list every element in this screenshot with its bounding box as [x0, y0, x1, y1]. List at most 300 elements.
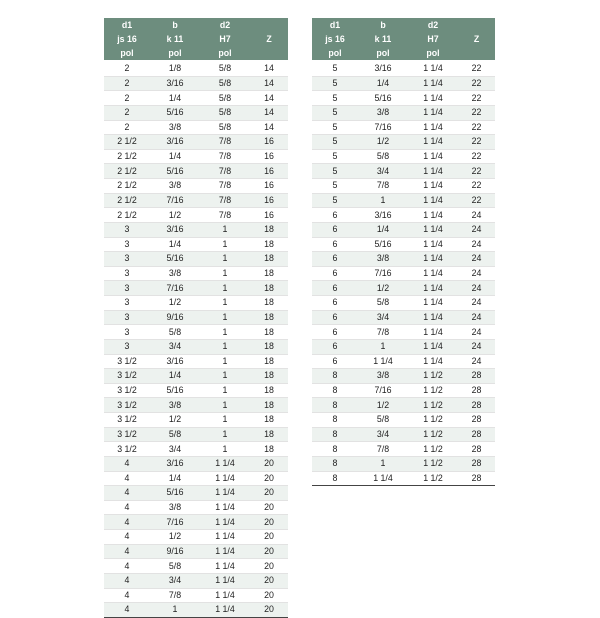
- cell-d1: 3 1/2: [104, 369, 150, 384]
- cell-d2: 1 1/4: [408, 222, 458, 237]
- cell-b: 3/8: [358, 369, 408, 384]
- cell-d1: 8: [312, 442, 358, 457]
- cell-d2: 1 1/2: [408, 442, 458, 457]
- cell-z: 24: [458, 296, 495, 311]
- cell-z: 16: [250, 164, 288, 179]
- table-row: [312, 442, 495, 457]
- cell-d2: 5/8: [200, 91, 250, 106]
- cell-d2: 1 1/2: [408, 456, 458, 471]
- cell-d1: 5: [312, 91, 358, 106]
- cell-z: 14: [250, 105, 288, 120]
- cell-z: 20: [250, 544, 288, 559]
- cell-b: 9/16: [150, 310, 200, 325]
- cell-b: 7/16: [150, 193, 200, 208]
- table-row: [104, 296, 288, 311]
- cell-d1: 8: [312, 398, 358, 413]
- cell-z: 18: [250, 427, 288, 442]
- cell-d2: 1: [200, 296, 250, 311]
- spec-table-right: [312, 18, 495, 486]
- cell-b: 3/4: [150, 442, 200, 457]
- cell-b: 1/2: [150, 413, 200, 428]
- cell-b: 1 1/4: [358, 471, 408, 486]
- cell-d1: 4: [104, 515, 150, 530]
- table-row: [104, 559, 288, 574]
- cell-d2: 1 1/4: [200, 544, 250, 559]
- cell-b: 3/16: [150, 354, 200, 369]
- cell-b: 1: [358, 456, 408, 471]
- cell-b: 5/16: [150, 164, 200, 179]
- cell-b: 3/16: [150, 456, 200, 471]
- cell-z: 20: [250, 603, 288, 618]
- cell-d1: 8: [312, 383, 358, 398]
- cell-b: 7/8: [358, 442, 408, 457]
- cell-z: 18: [250, 325, 288, 340]
- cell-b: 3/8: [150, 120, 200, 135]
- table-row: [104, 413, 288, 428]
- cell-z: 18: [250, 237, 288, 252]
- cell-d2: 1 1/2: [408, 398, 458, 413]
- cell-d2: 1 1/4: [408, 61, 458, 76]
- cell-d2: 1: [200, 354, 250, 369]
- table-row: [312, 427, 495, 442]
- header-d1-unit: pol: [104, 46, 150, 61]
- table-row: [104, 442, 288, 457]
- cell-b: 3/8: [358, 105, 408, 120]
- cell-d2: 1: [200, 266, 250, 281]
- cell-b: 1/2: [150, 296, 200, 311]
- header-z-unit: [458, 46, 495, 61]
- cell-z: 18: [250, 252, 288, 267]
- cell-d2: 1 1/4: [408, 164, 458, 179]
- cell-b: 1/2: [358, 135, 408, 150]
- header-d1-unit: pol: [312, 46, 358, 61]
- table-row: [104, 120, 288, 135]
- cell-d2: 1 1/4: [200, 559, 250, 574]
- table-row: [312, 456, 495, 471]
- cell-z: 16: [250, 179, 288, 194]
- header-b-unit: pol: [150, 46, 200, 61]
- cell-d2: 1 1/4: [408, 354, 458, 369]
- cell-b: 3/8: [150, 500, 200, 515]
- header-b-unit: pol: [358, 46, 408, 61]
- cell-d1: 6: [312, 237, 358, 252]
- cell-d2: 1 1/4: [408, 179, 458, 194]
- header-d2-unit: pol: [200, 46, 250, 61]
- cell-d1: 3: [104, 310, 150, 325]
- cell-z: 22: [458, 149, 495, 164]
- table-row: [104, 427, 288, 442]
- cell-d2: 1: [200, 252, 250, 267]
- cell-d2: 1: [200, 383, 250, 398]
- cell-z: 28: [458, 369, 495, 384]
- cell-b: 1: [358, 193, 408, 208]
- table-row: [312, 354, 495, 369]
- cell-z: 18: [250, 310, 288, 325]
- cell-d1: 8: [312, 413, 358, 428]
- cell-d1: 6: [312, 354, 358, 369]
- table-row: [104, 208, 288, 223]
- header-b: b: [358, 18, 408, 32]
- cell-d1: 8: [312, 456, 358, 471]
- cell-d1: 3 1/2: [104, 354, 150, 369]
- cell-b: 1/2: [150, 530, 200, 545]
- cell-z: 14: [250, 120, 288, 135]
- table-row: [312, 237, 495, 252]
- cell-b: 1/4: [150, 471, 200, 486]
- spec-table-left: [104, 18, 288, 618]
- cell-z: 24: [458, 252, 495, 267]
- cell-z: 20: [250, 530, 288, 545]
- cell-z: 28: [458, 398, 495, 413]
- cell-z: 18: [250, 354, 288, 369]
- table-row: [312, 135, 495, 150]
- header-d1: d1: [104, 18, 150, 32]
- table-row: [104, 222, 288, 237]
- cell-b: 7/16: [150, 281, 200, 296]
- cell-b: 7/16: [358, 120, 408, 135]
- cell-b: 5/8: [150, 559, 200, 574]
- cell-d1: 4: [104, 530, 150, 545]
- table-row: [104, 354, 288, 369]
- cell-d1: 3: [104, 339, 150, 354]
- cell-d1: 3: [104, 252, 150, 267]
- cell-d1: 6: [312, 252, 358, 267]
- cell-b: 3/8: [358, 252, 408, 267]
- cell-b: 1: [150, 603, 200, 618]
- cell-d1: 6: [312, 208, 358, 223]
- header-b-tolerance: k 11: [358, 32, 408, 46]
- cell-b: 1/4: [150, 91, 200, 106]
- header-z-label: Z: [250, 32, 288, 46]
- cell-d2: 1 1/4: [408, 339, 458, 354]
- cell-d2: 7/8: [200, 164, 250, 179]
- cell-z: 20: [250, 559, 288, 574]
- cell-d1: 5: [312, 164, 358, 179]
- cell-d2: 5/8: [200, 105, 250, 120]
- cell-d1: 2: [104, 91, 150, 106]
- cell-d1: 3: [104, 296, 150, 311]
- cell-d1: 3: [104, 281, 150, 296]
- cell-d2: 7/8: [200, 179, 250, 194]
- cell-d1: 3 1/2: [104, 398, 150, 413]
- cell-b: 9/16: [150, 544, 200, 559]
- cell-b: 1/4: [150, 237, 200, 252]
- table-row: [312, 252, 495, 267]
- table-row: [104, 383, 288, 398]
- cell-d2: 1 1/4: [408, 237, 458, 252]
- table-row: [104, 398, 288, 413]
- cell-b: 1/4: [150, 149, 200, 164]
- cell-d2: 1 1/4: [200, 515, 250, 530]
- table-row: [312, 76, 495, 91]
- cell-d2: 1: [200, 237, 250, 252]
- cell-d2: 1 1/2: [408, 413, 458, 428]
- cell-b: 5/8: [150, 325, 200, 340]
- header-d2-unit: pol: [408, 46, 458, 61]
- table-row: [312, 149, 495, 164]
- cell-d2: 1 1/2: [408, 369, 458, 384]
- cell-b: 5/8: [150, 427, 200, 442]
- table-row: [104, 76, 288, 91]
- cell-b: 7/16: [150, 515, 200, 530]
- cell-d1: 5: [312, 76, 358, 91]
- table-row: [104, 252, 288, 267]
- cell-d1: 4: [104, 544, 150, 559]
- cell-z: 22: [458, 76, 495, 91]
- cell-d2: 1 1/4: [200, 500, 250, 515]
- cell-z: 18: [250, 442, 288, 457]
- header-z-unit: [250, 46, 288, 61]
- cell-b: 5/8: [358, 149, 408, 164]
- header-d2: d2: [200, 18, 250, 32]
- cell-d1: 3: [104, 237, 150, 252]
- cell-d2: 1 1/4: [200, 573, 250, 588]
- cell-z: 24: [458, 222, 495, 237]
- cell-d1: 4: [104, 603, 150, 618]
- cell-d1: 6: [312, 310, 358, 325]
- table-row: [104, 603, 288, 618]
- cell-z: 24: [458, 325, 495, 340]
- cell-z: 18: [250, 281, 288, 296]
- cell-d2: 7/8: [200, 193, 250, 208]
- cell-b: 3/16: [358, 208, 408, 223]
- cell-d2: 1 1/4: [408, 105, 458, 120]
- cell-d1: 2: [104, 120, 150, 135]
- cell-d2: 1: [200, 398, 250, 413]
- cell-z: 18: [250, 383, 288, 398]
- cell-z: 22: [458, 105, 495, 120]
- table-row: [104, 500, 288, 515]
- cell-d2: 1 1/4: [200, 588, 250, 603]
- cell-b: 3/8: [150, 398, 200, 413]
- cell-z: 24: [458, 310, 495, 325]
- cell-d1: 6: [312, 325, 358, 340]
- cell-b: 1/4: [358, 222, 408, 237]
- cell-d1: 5: [312, 120, 358, 135]
- cell-b: 7/8: [358, 179, 408, 194]
- cell-b: 5/8: [358, 296, 408, 311]
- table-row: [104, 339, 288, 354]
- cell-d1: 6: [312, 339, 358, 354]
- table-header: [104, 18, 288, 61]
- cell-z: 22: [458, 61, 495, 76]
- cell-d2: 1: [200, 222, 250, 237]
- table-row: [312, 383, 495, 398]
- cell-d2: 1: [200, 325, 250, 340]
- cell-b: 3/4: [150, 573, 200, 588]
- cell-b: 3/16: [150, 76, 200, 91]
- table-row: [104, 544, 288, 559]
- cell-b: 1: [358, 339, 408, 354]
- table-row: [104, 486, 288, 501]
- cell-z: 24: [458, 339, 495, 354]
- table-row: [104, 61, 288, 76]
- table-row: [312, 222, 495, 237]
- table-row: [312, 296, 495, 311]
- cell-d1: 3 1/2: [104, 442, 150, 457]
- cell-d1: 5: [312, 61, 358, 76]
- cell-d1: 5: [312, 135, 358, 150]
- table-row: [312, 120, 495, 135]
- table-row: [104, 91, 288, 106]
- table-row: [312, 179, 495, 194]
- cell-b: 3/4: [358, 310, 408, 325]
- cell-b: 1/2: [358, 398, 408, 413]
- cell-z: 22: [458, 193, 495, 208]
- cell-d1: 5: [312, 193, 358, 208]
- cell-d2: 5/8: [200, 76, 250, 91]
- cell-b: 3/8: [150, 179, 200, 194]
- cell-d2: 1 1/4: [408, 135, 458, 150]
- cell-z: 24: [458, 237, 495, 252]
- cell-b: 3/4: [358, 164, 408, 179]
- cell-b: 5/16: [358, 91, 408, 106]
- cell-d1: 5: [312, 149, 358, 164]
- cell-d1: 6: [312, 222, 358, 237]
- cell-d1: 2 1/2: [104, 135, 150, 150]
- cell-b: 3/4: [358, 427, 408, 442]
- table-row: [312, 413, 495, 428]
- cell-z: 28: [458, 442, 495, 457]
- cell-d2: 1 1/4: [408, 91, 458, 106]
- table-row: [104, 310, 288, 325]
- cell-z: 16: [250, 149, 288, 164]
- cell-z: 20: [250, 456, 288, 471]
- cell-d1: 8: [312, 471, 358, 486]
- cell-b: 5/8: [358, 413, 408, 428]
- table-row: [104, 281, 288, 296]
- cell-d2: 1 1/4: [200, 530, 250, 545]
- cell-d2: 1: [200, 339, 250, 354]
- cell-d2: 1 1/4: [200, 486, 250, 501]
- table-row: [104, 325, 288, 340]
- cell-d1: 5: [312, 105, 358, 120]
- cell-d2: 1 1/4: [408, 310, 458, 325]
- cell-z: 28: [458, 471, 495, 486]
- cell-d2: 1 1/4: [408, 208, 458, 223]
- cell-z: 20: [250, 500, 288, 515]
- cell-b: 5/16: [150, 105, 200, 120]
- table-row: [312, 325, 495, 340]
- cell-b: 3/16: [150, 135, 200, 150]
- cell-z: 14: [250, 91, 288, 106]
- cell-z: 14: [250, 76, 288, 91]
- cell-d1: 4: [104, 559, 150, 574]
- table-row: [312, 310, 495, 325]
- cell-b: 3/16: [358, 61, 408, 76]
- cell-d1: 3 1/2: [104, 427, 150, 442]
- table-row: [104, 135, 288, 150]
- cell-d1: 4: [104, 588, 150, 603]
- cell-z: 22: [458, 164, 495, 179]
- cell-z: 22: [458, 91, 495, 106]
- table-row: [312, 193, 495, 208]
- cell-z: 22: [458, 120, 495, 135]
- cell-d2: 5/8: [200, 120, 250, 135]
- cell-d2: 1 1/2: [408, 383, 458, 398]
- header-d2-tolerance: H7: [408, 32, 458, 46]
- cell-b: 7/16: [358, 383, 408, 398]
- cell-b: 1/8: [150, 61, 200, 76]
- cell-d2: 1 1/4: [408, 281, 458, 296]
- header-d2-tolerance: H7: [200, 32, 250, 46]
- cell-z: 28: [458, 413, 495, 428]
- table-row: [104, 369, 288, 384]
- cell-d1: 4: [104, 573, 150, 588]
- table-body: [312, 61, 495, 486]
- cell-d2: 1 1/4: [408, 193, 458, 208]
- cell-z: 18: [250, 398, 288, 413]
- cell-z: 18: [250, 296, 288, 311]
- cell-z: 28: [458, 427, 495, 442]
- table-body: [104, 61, 288, 617]
- cell-z: 18: [250, 222, 288, 237]
- cell-d1: 3: [104, 325, 150, 340]
- cell-d1: 6: [312, 266, 358, 281]
- cell-d2: 1 1/4: [408, 266, 458, 281]
- cell-d2: 1: [200, 310, 250, 325]
- cell-d2: 1 1/4: [200, 471, 250, 486]
- cell-b: 1/4: [358, 76, 408, 91]
- cell-z: 20: [250, 471, 288, 486]
- cell-d2: 1 1/4: [408, 76, 458, 91]
- cell-z: 16: [250, 208, 288, 223]
- cell-d2: 7/8: [200, 135, 250, 150]
- cell-b: 7/16: [358, 266, 408, 281]
- cell-d1: 8: [312, 427, 358, 442]
- cell-d2: 1 1/4: [408, 325, 458, 340]
- table-row: [312, 164, 495, 179]
- cell-d1: 2 1/2: [104, 164, 150, 179]
- table-row: [312, 398, 495, 413]
- cell-z: 14: [250, 61, 288, 76]
- cell-z: 16: [250, 135, 288, 150]
- cell-b: 7/8: [150, 588, 200, 603]
- table-row: [104, 237, 288, 252]
- header-z: [250, 18, 288, 32]
- header-d1: d1: [312, 18, 358, 32]
- cell-d1: 2: [104, 76, 150, 91]
- cell-b: 1/2: [150, 208, 200, 223]
- table-row: [312, 105, 495, 120]
- cell-d2: 7/8: [200, 208, 250, 223]
- cell-d1: 5: [312, 179, 358, 194]
- table-row: [104, 193, 288, 208]
- cell-z: 20: [250, 486, 288, 501]
- table-row: [104, 266, 288, 281]
- cell-z: 16: [250, 193, 288, 208]
- table-row: [312, 266, 495, 281]
- cell-d1: 3 1/2: [104, 413, 150, 428]
- cell-b: 3/16: [150, 222, 200, 237]
- header-b: b: [150, 18, 200, 32]
- cell-z: 22: [458, 179, 495, 194]
- cell-b: 1/4: [150, 369, 200, 384]
- cell-d2: 1 1/4: [200, 603, 250, 618]
- cell-d2: 1 1/4: [408, 149, 458, 164]
- table-row: [104, 149, 288, 164]
- table-row: [104, 179, 288, 194]
- header-b-tolerance: k 11: [150, 32, 200, 46]
- cell-d1: 3 1/2: [104, 383, 150, 398]
- table-row: [312, 369, 495, 384]
- table-row: [312, 339, 495, 354]
- cell-d1: 4: [104, 456, 150, 471]
- cell-z: 18: [250, 413, 288, 428]
- cell-d2: 1: [200, 442, 250, 457]
- cell-d2: 1 1/2: [408, 427, 458, 442]
- table-row: [104, 105, 288, 120]
